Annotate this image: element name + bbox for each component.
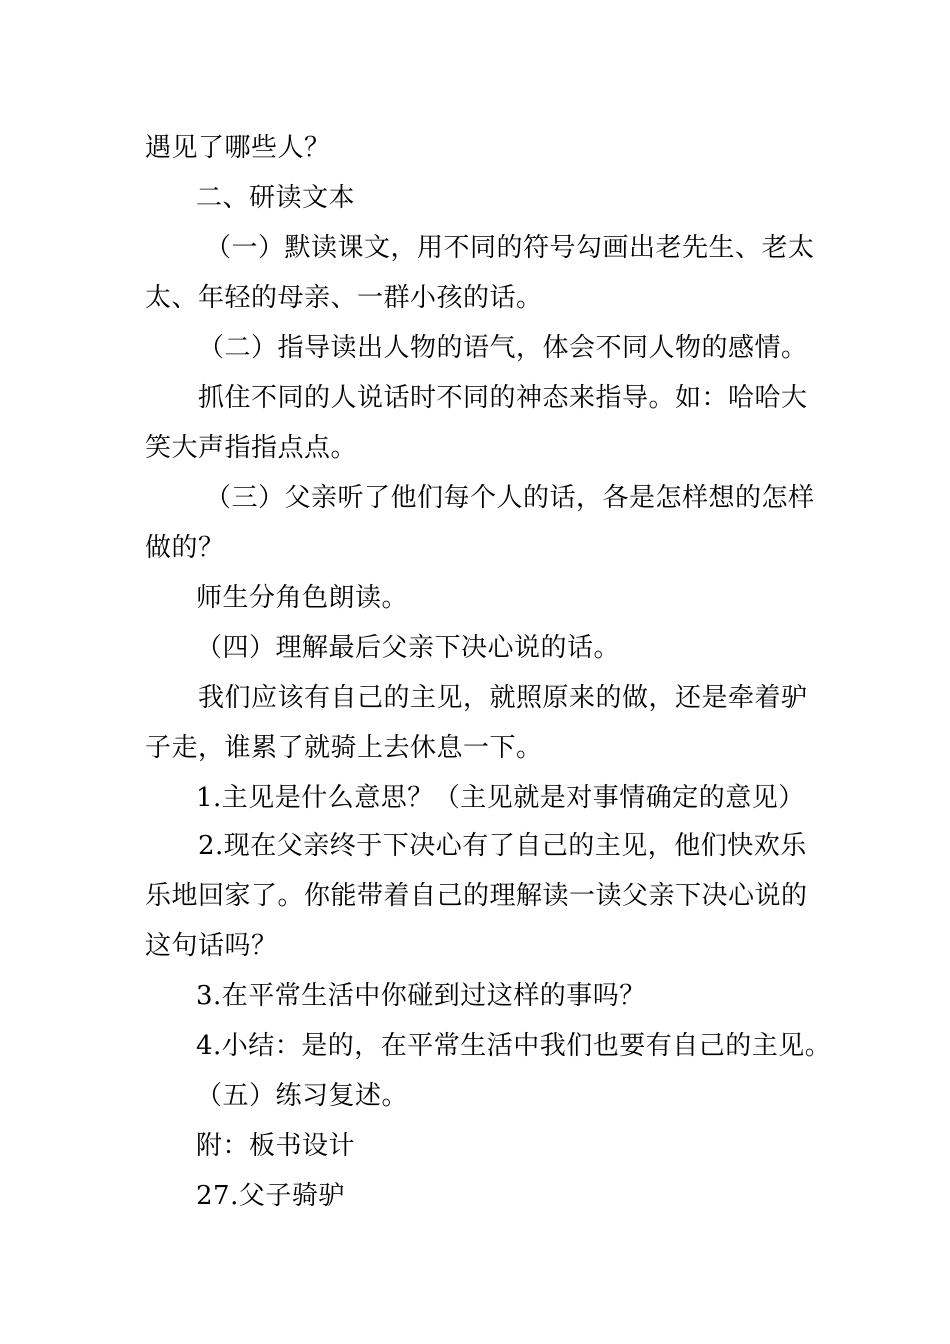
text-line: 师生分角色朗读。 [196, 583, 409, 613]
text-line: 乐地回家了。你能带着自己的理解读一读父亲下决心说的 [145, 881, 808, 911]
text-line: （二）指导读出人物的语气，体会不同人物的感情。 [198, 333, 808, 363]
text-line: 2.现在父亲终于下决心有了自己的主见，他们快欢乐 [198, 831, 807, 861]
text-line: 抓住不同的人说话时不同的神态来指导。如：哈哈大 [198, 383, 808, 413]
text-line: 附：板书设计 [196, 1131, 356, 1161]
text-line: 做的？ [145, 533, 225, 563]
text-line: 笑大声指指点点。 [145, 433, 358, 463]
board-title: 27.父子骑驴 [196, 1181, 345, 1211]
text-line: 1.主见是什么意思？（主见就是对事情确定的意见） [196, 783, 805, 813]
text-line: 太、年轻的母亲、一群小孩的话。 [145, 283, 543, 313]
text-line: 子走，谁累了就骑上去休息一下。 [145, 733, 543, 763]
text-line: 3.在平常生活中你碰到过这样的事吗？ [196, 981, 646, 1011]
text-line: （五）练习复述。 [196, 1081, 409, 1111]
text-line: 我们应该有自己的主见，就照原来的做，还是牵着驴 [198, 683, 808, 713]
text-line: 遇见了哪些人？ [145, 133, 331, 163]
text-line: （一）默读课文，用不同的符号勾画出老先生、老太 [205, 233, 815, 263]
text-line: 4.小结：是的，在平常生活中我们也要有自己的主见。 [196, 1031, 832, 1061]
text-line: （四）理解最后父亲下决心说的话。 [196, 633, 621, 663]
text-line: （三）父亲听了他们每个人的话，各是怎样想的怎样 [205, 483, 815, 513]
text-line: 这句话吗？ [145, 931, 278, 961]
section-heading: 二、研读文本 [196, 183, 356, 213]
